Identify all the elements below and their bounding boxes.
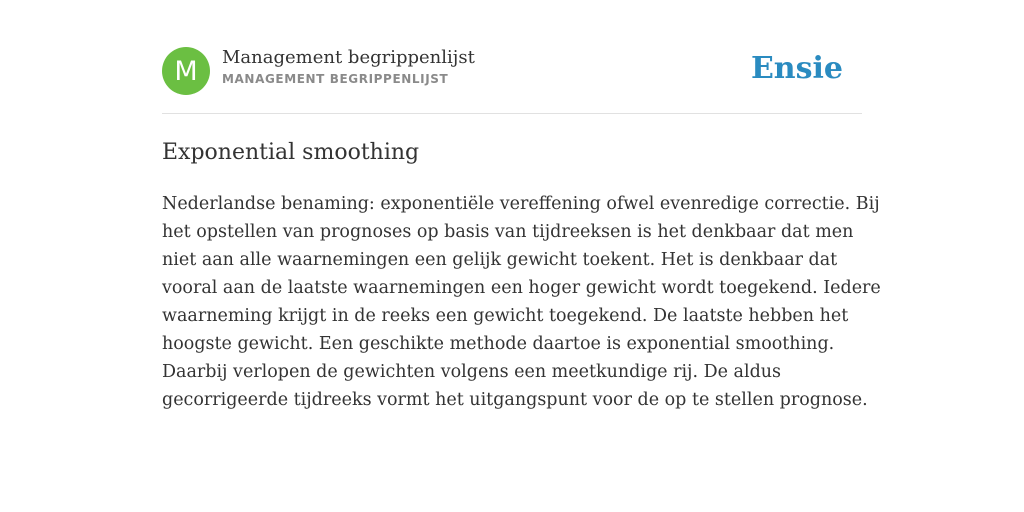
definition-line: Daarbij verlopen de gewichten volgens een meetkundige rij. De aldus xyxy=(162,362,782,382)
divider xyxy=(162,113,862,114)
definition-line: vooral aan de laatste waarnemingen een hoger gewicht wordt toegekend. Iedere xyxy=(162,278,881,298)
definition-line: het opstellen van prognoses op basis van tijdreeksen is het denkbaar dat men xyxy=(162,222,854,242)
term-title: Exponential smoothing xyxy=(162,140,420,165)
definition-line: waarneming krijgt in de reeks een gewicht toegekend. De laatste hebben het xyxy=(162,306,849,326)
avatar[interactable]: M xyxy=(162,47,210,95)
definition-line: niet aan alle waarnemingen een gelijk gewicht toekent. Het is denkbaar dat xyxy=(162,250,838,270)
site-title[interactable]: Management begrippenlijst xyxy=(222,47,475,68)
definition-line: gecorrigeerde tijdreeks vormt het uitgangspunt voor de op te stellen prognose. xyxy=(162,390,868,410)
definition-text xyxy=(162,190,881,414)
definition-line: hoogste gewicht. Een geschikte methode daartoe is exponential smoothing. xyxy=(162,334,835,354)
definition-line: Nederlandse benaming: exponentiële vereffening ofwel evenredige correctie. Bij xyxy=(162,194,880,214)
header-titles xyxy=(222,46,475,86)
brand-logo[interactable]: Ensie xyxy=(750,51,843,86)
header xyxy=(162,46,862,96)
site-subtitle[interactable]: MANAGEMENT BEGRIPPENLIJST xyxy=(222,72,449,86)
